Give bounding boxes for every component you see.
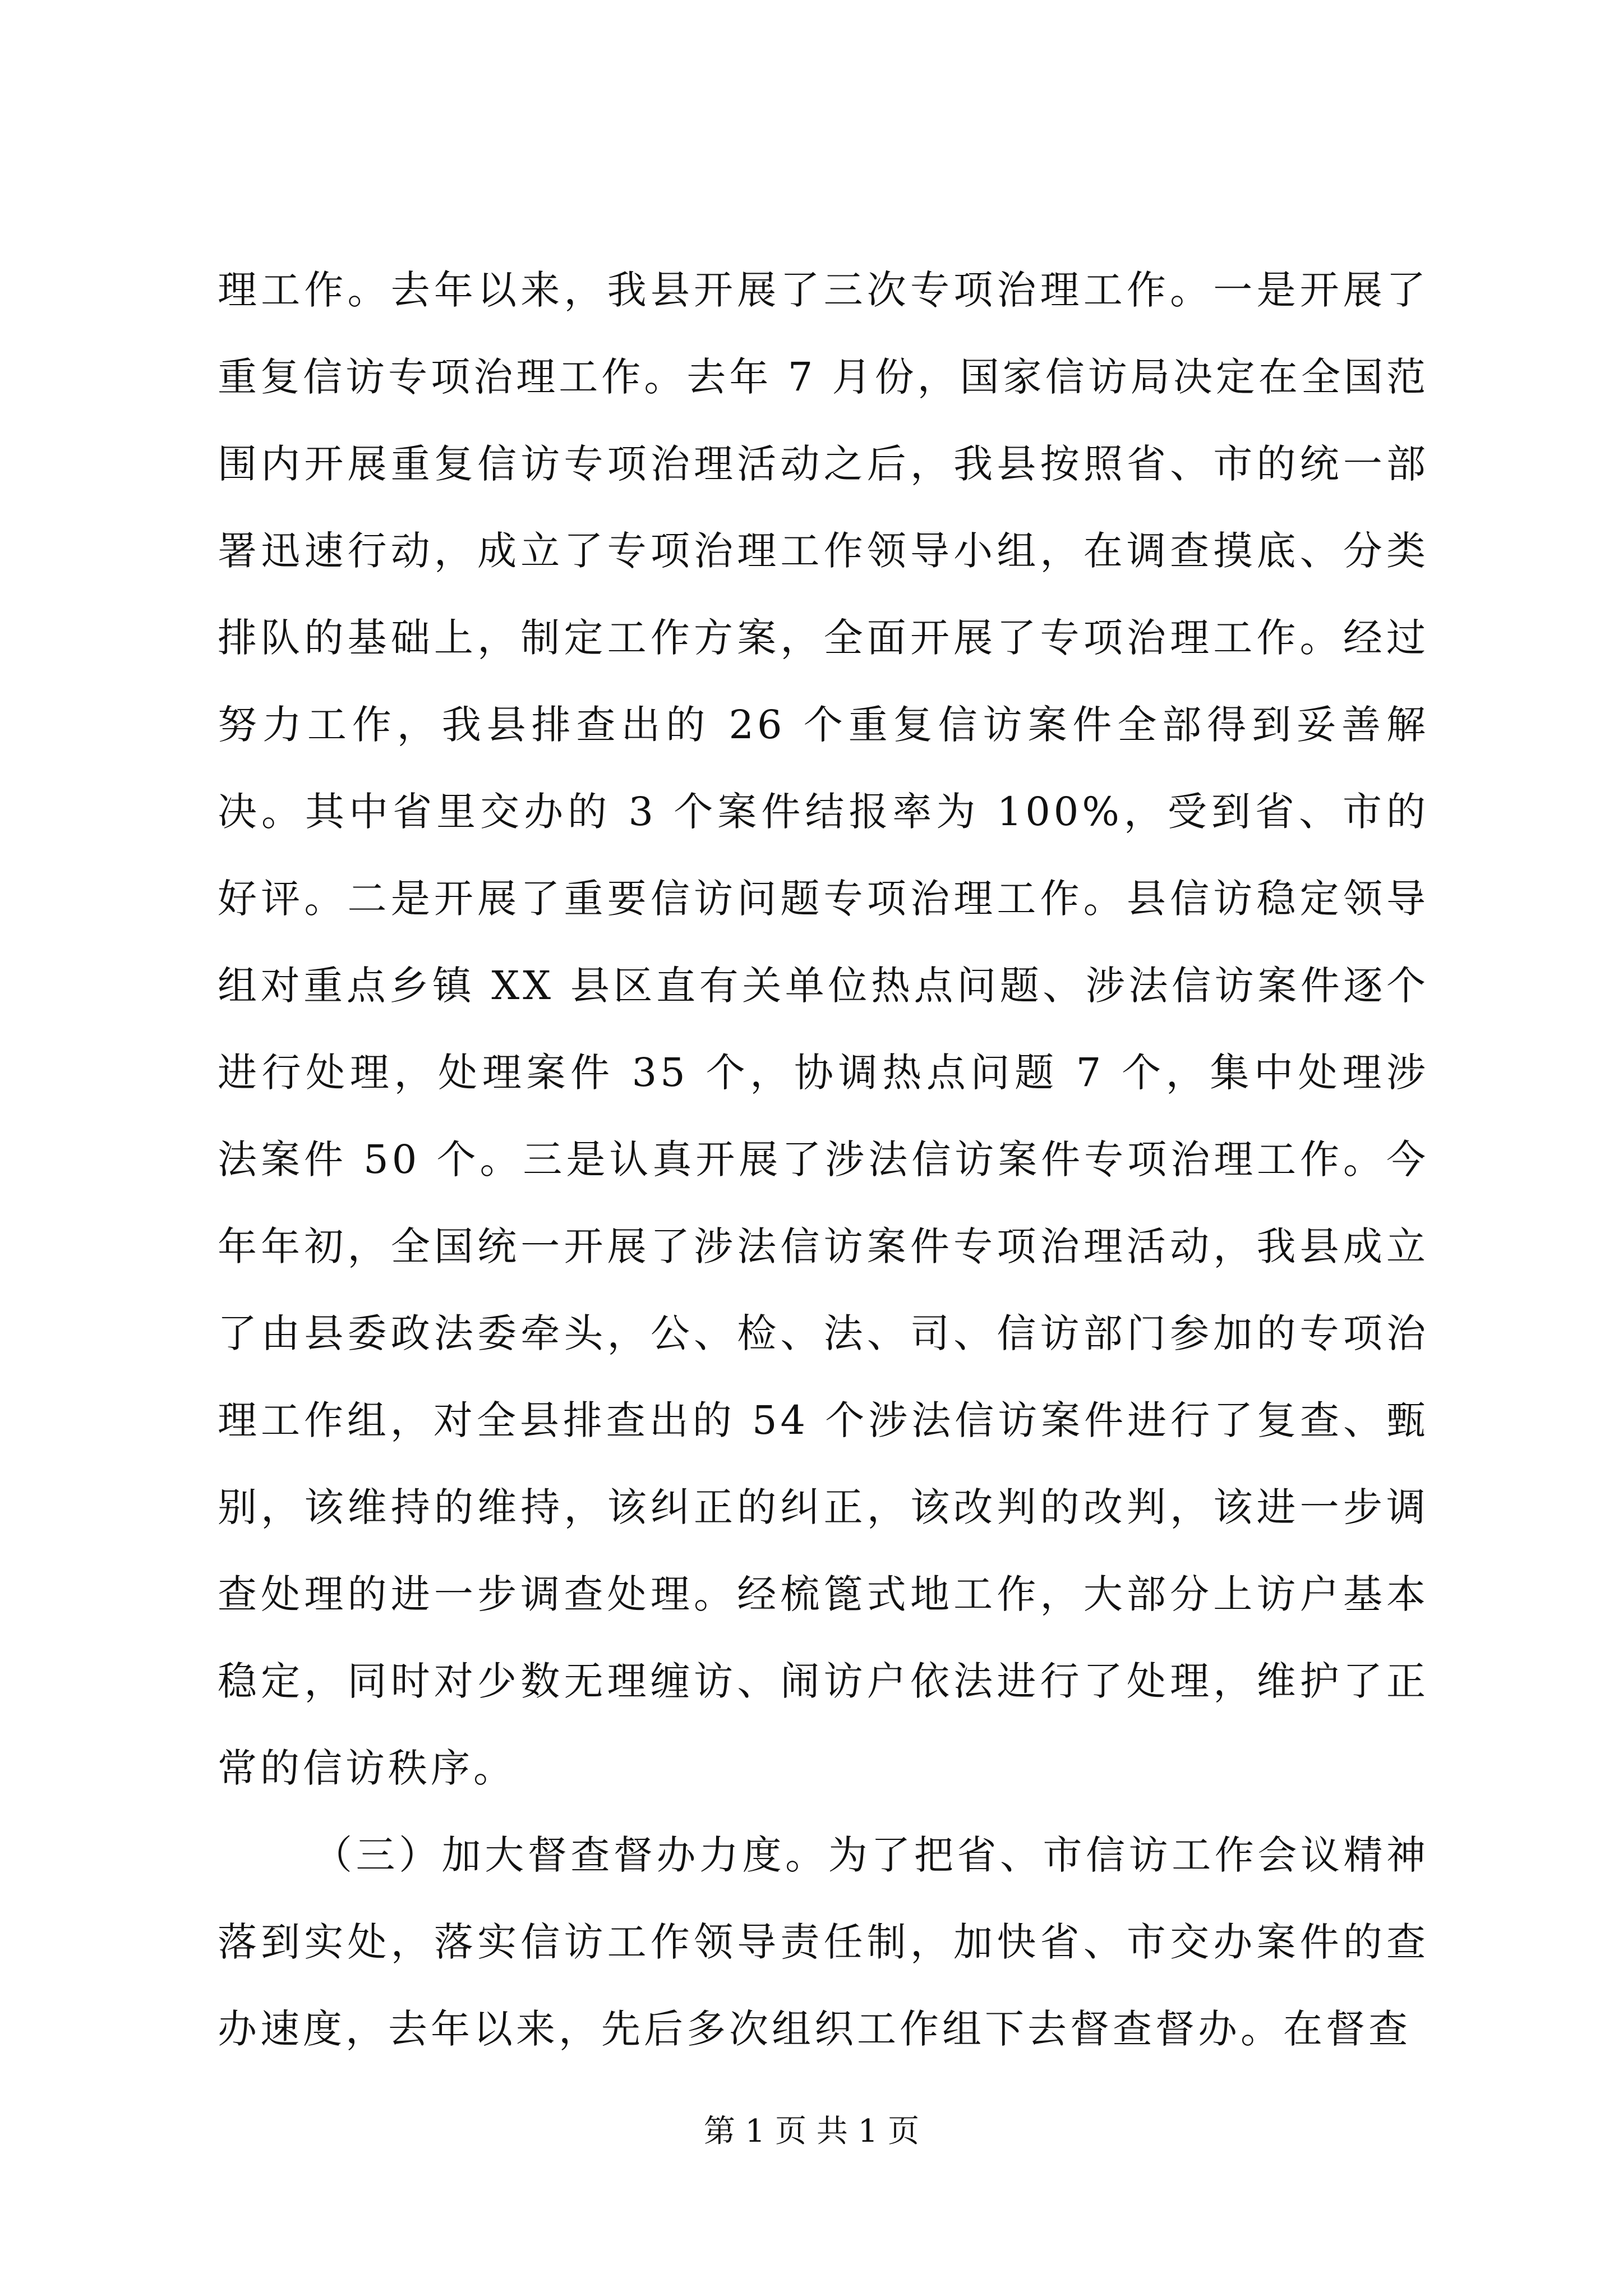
paragraph-section-three: （三）加大督查督办力度。为了把省、市信访工作会议精神落到实处，落实信访工作领导责任制，加快省、市交办案件的查办速度，去年以来，先后多次组织工作组下去督查督办。在督查	[218, 1832, 1429, 2052]
page-footer: 第 1 页 共 1 页	[703, 2113, 920, 2150]
paragraph-continuation: 理工作。去年以来，我县开展了三次专项治理工作。一是开展了重复信访专项治理工作。去年 7 月份，国家信访局决定在全国范围内开展重复信访专项治理活动之后，我县按照省、市的统一部署迅速行动，成立了专项治理工作领导小组，在调查摸底、分类排队的基础上，制定工作方案，全面开展了专项治理工作。经过努力工作，我县排查出的 26 个重复信访案件全部得到妥善解决。其中省里交办的 3 个案件结报率为 100%，受到省、市的好评。二是开展了重要信访问题专项治理工作。县信访稳定领导组对重点乡镇 XX 县区直有关单位热点问题、涉法信访案件逐个进行处理，处理案件 35 个，协调热点问题 7 个，集中处理涉法案件 50 个。三是认真开展了涉法信访案件专项治理工作。今年年初，全国统一开展了涉法信访案件专项治理活动，我县成立了由县委政法委牵头，公、检、法、司、信访部门参加的专项治理工作组，对全县排查出的 54 个涉法信访案件进行了复查、甄别，该维持的维持，该纠正的纠正，该改判的改判，该进一步调查处理的进一步调查处理。经梳篦式地工作，大部分上访户基本稳定，同时对少数无理缠访、闹访户依法进行了处理，维护了正常的信访秩序。	[218, 267, 1429, 1791]
document-body	[218, 247, 1429, 2073]
